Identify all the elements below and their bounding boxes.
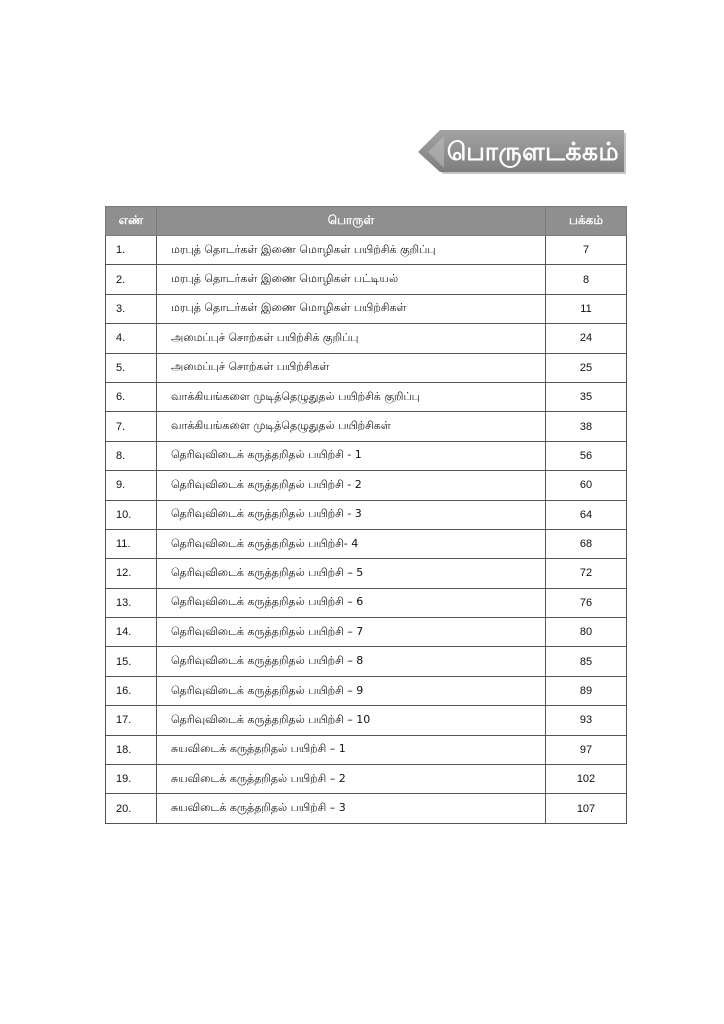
row-number: 13. — [106, 588, 157, 617]
row-number: 9. — [106, 471, 157, 500]
header-topic: பொருள் — [157, 207, 546, 236]
row-number: 7. — [106, 412, 157, 441]
table-row — [106, 500, 627, 529]
row-topic: சுயவிடைக் கருத்தறிதல் பயிற்சி – 1 — [157, 735, 546, 764]
table-row — [106, 735, 627, 764]
header-page: பக்கம் — [546, 207, 627, 236]
row-number: 16. — [106, 676, 157, 705]
row-number: 14. — [106, 618, 157, 647]
table-row — [106, 471, 627, 500]
row-page: 107 — [546, 794, 627, 823]
row-number: 5. — [106, 353, 157, 382]
table-row — [106, 676, 627, 705]
row-page: 25 — [546, 353, 627, 382]
row-number: 15. — [106, 647, 157, 676]
title-banner — [414, 130, 626, 174]
table-row — [106, 618, 627, 647]
table-row — [106, 706, 627, 735]
table-row — [106, 294, 627, 323]
table-row — [106, 588, 627, 617]
row-page: 64 — [546, 500, 627, 529]
row-topic: தெரிவுவிடைக் கருத்தறிதல் பயிற்சி – 8 — [157, 647, 546, 676]
row-topic: தெரிவுவிடைக் கருத்தறிதல் பயிற்சி – 10 — [157, 706, 546, 735]
row-number: 20. — [106, 794, 157, 823]
row-page: 80 — [546, 618, 627, 647]
table-row — [106, 559, 627, 588]
row-number: 17. — [106, 706, 157, 735]
row-number: 19. — [106, 765, 157, 794]
row-topic: மரபுத் தொடர்கள் இணை மொழிகள் பட்டியல் — [157, 265, 546, 294]
table-row — [106, 412, 627, 441]
row-number: 1. — [106, 236, 157, 265]
row-number: 11. — [106, 529, 157, 558]
row-topic: தெரிவுவிடைக் கருத்தறிதல் பயிற்சி- 4 — [157, 529, 546, 558]
row-topic: மரபுத் தொடர்கள் இணை மொழிகள் பயிற்சிகள் — [157, 294, 546, 323]
row-number: 6. — [106, 382, 157, 411]
row-page: 68 — [546, 529, 627, 558]
table-row — [106, 265, 627, 294]
row-number: 18. — [106, 735, 157, 764]
row-page: 56 — [546, 441, 627, 470]
row-number: 10. — [106, 500, 157, 529]
table-row — [106, 441, 627, 470]
row-topic: தெரிவுவிடைக் கருத்தறிதல் பயிற்சி – 5 — [157, 559, 546, 588]
row-page: 11 — [546, 294, 627, 323]
row-number: 8. — [106, 441, 157, 470]
row-topic: அமைப்புச் சொற்கள் பயிற்சிகள் — [157, 353, 546, 382]
row-number: 12. — [106, 559, 157, 588]
row-page: 8 — [546, 265, 627, 294]
row-topic: தெரிவுவிடைக் கருத்தறிதல் பயிற்சி - 1 — [157, 441, 546, 470]
table-row — [106, 353, 627, 382]
row-topic: சுயவிடைக் கருத்தறிதல் பயிற்சி – 3 — [157, 794, 546, 823]
table-row — [106, 647, 627, 676]
row-page: 72 — [546, 559, 627, 588]
row-page: 76 — [546, 588, 627, 617]
row-page: 89 — [546, 676, 627, 705]
row-page: 97 — [546, 735, 627, 764]
row-number: 4. — [106, 324, 157, 353]
table-body — [106, 236, 627, 824]
table-row — [106, 236, 627, 265]
header-number: எண் — [106, 207, 157, 236]
row-topic: தெரிவுவிடைக் கருத்தறிதல் பயிற்சி - 3 — [157, 500, 546, 529]
table-row — [106, 794, 627, 823]
row-page: 60 — [546, 471, 627, 500]
row-page: 102 — [546, 765, 627, 794]
row-number: 2. — [106, 265, 157, 294]
row-page: 24 — [546, 324, 627, 353]
row-page: 7 — [546, 236, 627, 265]
page-title: பொருளடக்கம் — [446, 137, 620, 166]
row-page: 35 — [546, 382, 627, 411]
row-topic: வாக்கியங்களை முடித்தெழுதுதல் பயிற்சிகள் — [157, 412, 546, 441]
row-topic: வாக்கியங்களை முடித்தெழுதுதல் பயிற்சிக் குறிப்பு — [157, 382, 546, 411]
row-topic: தெரிவுவிடைக் கருத்தறிதல் பயிற்சி – 7 — [157, 618, 546, 647]
table-row — [106, 324, 627, 353]
row-topic: தெரிவுவிடைக் கருத்தறிதல் பயிற்சி – 9 — [157, 676, 546, 705]
row-topic: மரபுத் தொடர்கள் இணை மொழிகள் பயிற்சிக் குறிப்பு — [157, 236, 546, 265]
table-row — [106, 529, 627, 558]
table-row — [106, 765, 627, 794]
row-topic: சுயவிடைக் கருத்தறிதல் பயிற்சி – 2 — [157, 765, 546, 794]
contents-table — [105, 206, 627, 824]
row-topic: அமைப்புச் சொற்கள் பயிற்சிக் குறிப்பு — [157, 324, 546, 353]
row-topic: தெரிவுவிடைக் கருத்தறிதல் பயிற்சி – 6 — [157, 588, 546, 617]
row-page: 93 — [546, 706, 627, 735]
table-header-row — [106, 207, 627, 236]
row-page: 38 — [546, 412, 627, 441]
table-row — [106, 382, 627, 411]
row-topic: தெரிவுவிடைக் கருத்தறிதல் பயிற்சி - 2 — [157, 471, 546, 500]
row-number: 3. — [106, 294, 157, 323]
row-page: 85 — [546, 647, 627, 676]
